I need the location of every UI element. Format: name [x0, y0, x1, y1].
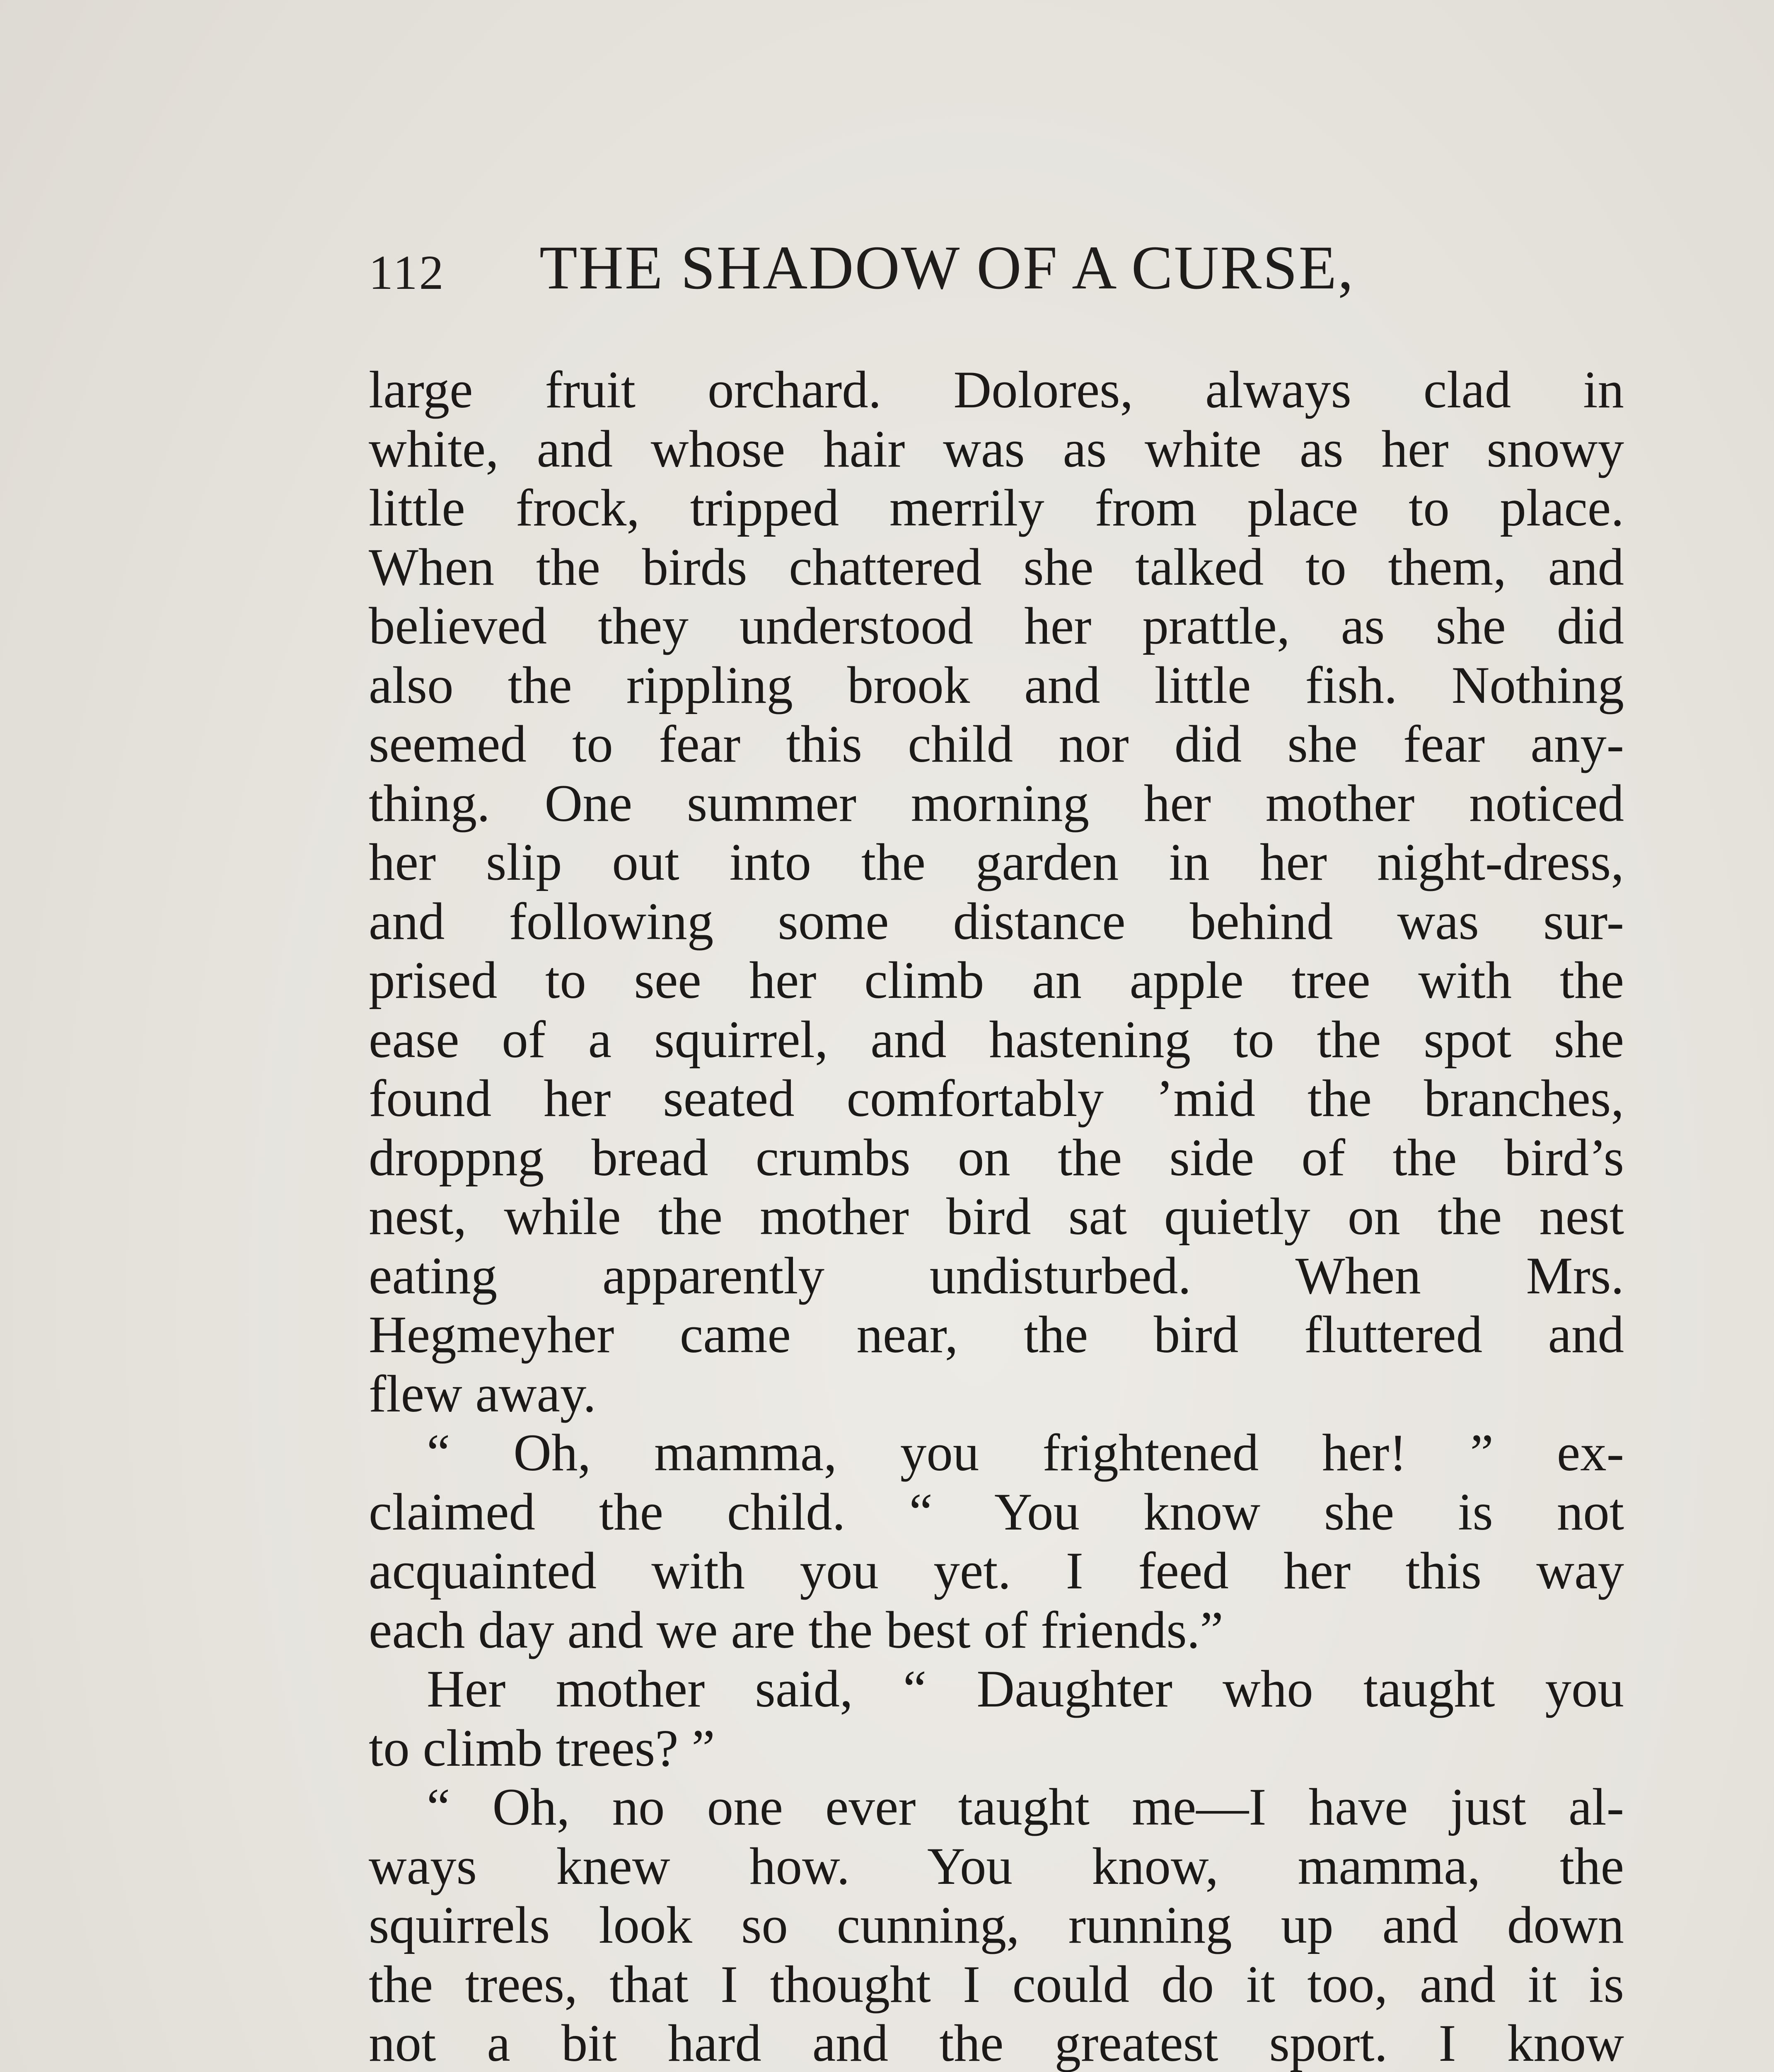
text-line: Her mother said, “ Daughter who taught you [427, 1660, 1624, 1718]
text-line: squirrels look so cunning, running up and down [369, 1896, 1624, 1954]
text-line: ways knew how. You know, mamma, the [369, 1837, 1624, 1895]
text-line: white, and whose hair was as white as her snowy [369, 420, 1624, 478]
body-text [369, 361, 1624, 2072]
text-line: claimed the child. “ You know she is not [369, 1483, 1624, 1541]
text-line: flew away. [369, 1365, 596, 1423]
text-line: seemed to fear this child nor did she fear any- [369, 715, 1624, 773]
text-line: prised to see her climb an apple tree with the [369, 951, 1624, 1009]
text-line: When the birds chattered she talked to them, and [369, 538, 1624, 596]
text-line: nest, while the mother bird sat quietly on the nest [369, 1188, 1624, 1246]
text-line: acquainted with you yet. I feed her this way [369, 1542, 1624, 1600]
text-line: believed they understood her prattle, as she did [369, 597, 1624, 655]
text-line: droppng bread crumbs on the side of the bird’s [369, 1128, 1624, 1187]
text-line: found her seated comfortably ’mid the branches, [369, 1070, 1624, 1128]
text-line: her slip out into the garden in her night-dress, [369, 833, 1624, 891]
running-title: THE SHADOW OF A CURSE, [539, 233, 1355, 302]
text-line: the trees, that I thought I could do it too, and it is [369, 1955, 1624, 2014]
text-line: thing. One summer morning her mother noticed [369, 774, 1624, 833]
page-header [369, 232, 1628, 315]
text-line: also the rippling brook and little fish. Nothing [369, 656, 1624, 714]
text-line: large fruit orchard. Dolores, always clad in [369, 361, 1624, 419]
text-line: Hegmeyher came near, the bird fluttered and [369, 1306, 1624, 1364]
text-line: to climb trees? ” [369, 1719, 715, 1777]
text-line: little frock, tripped merrily from place to place. [369, 479, 1624, 537]
text-line: ease of a squirrel, and hastening to the spot she [369, 1010, 1624, 1069]
text-line: “ Oh, mamma, you frightened her! ” ex- [427, 1424, 1624, 1482]
text-line: not a bit hard and the greatest sport. I know [369, 2014, 1624, 2072]
text-line: eating apparently undisturbed. When Mrs. [369, 1247, 1624, 1305]
text-line: “ Oh, no one ever taught me—I have just al- [427, 1778, 1624, 1836]
page-number: 112 [369, 245, 445, 300]
text-line: and following some distance behind was sur- [369, 892, 1624, 951]
text-line: each day and we are the best of friends.” [369, 1601, 1223, 1659]
